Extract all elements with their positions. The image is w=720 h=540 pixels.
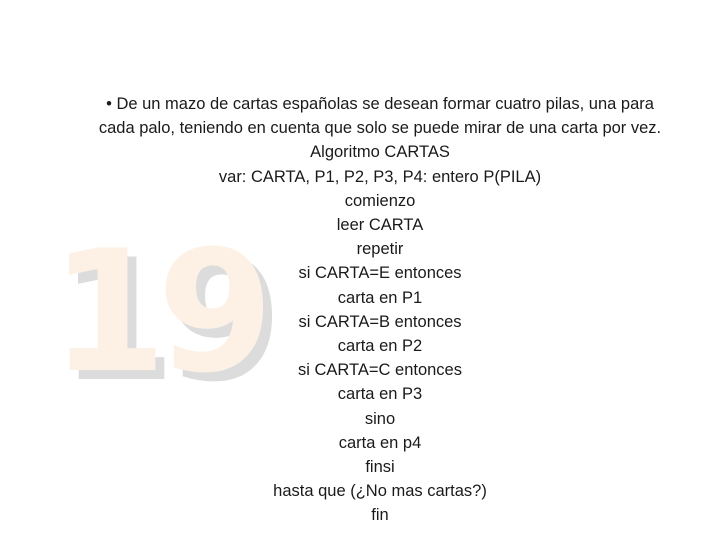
slide-text-block	[40, 92, 720, 528]
intro-line-2: cada palo, teniendo en cuenta que solo se puede mirar de una carta por vez.	[98, 119, 662, 138]
algorithm-line-carta-p3: carta en P3	[337, 385, 423, 404]
algorithm-line-fin: fin	[371, 506, 389, 525]
algorithm-line-carta-p2: carta en P2	[337, 337, 423, 356]
algorithm-line-comienzo: comienzo	[344, 191, 416, 210]
algorithm-line-hasta-que: hasta que (¿No mas cartas?)	[273, 482, 487, 501]
intro-line-1: • De un mazo de cartas españolas se desean formar cuatro pilas, una para	[106, 95, 654, 113]
algorithm-line-si-e: si CARTA=E entonces	[298, 264, 462, 283]
algorithm-line-sino: sino	[364, 409, 396, 428]
algorithm-line-leer: leer CARTA	[336, 216, 424, 235]
algorithm-var-declaration: var: CARTA, P1, P2, P3, P4: entero P(PILA)	[218, 167, 542, 186]
algorithm-line-si-b: si CARTA=B entonces	[298, 312, 462, 331]
algorithm-line-carta-p1: carta en P1	[337, 288, 423, 307]
algorithm-title: Algoritmo CARTAS	[310, 143, 450, 162]
slide-number: 19	[50, 214, 264, 410]
algorithm-line-carta-p4: carta en p4	[338, 433, 422, 452]
algorithm-line-si-c: si CARTA=C entonces	[297, 361, 462, 380]
algorithm-line-repetir: repetir	[356, 240, 404, 259]
algorithm-line-finsi: finsi	[365, 458, 395, 477]
